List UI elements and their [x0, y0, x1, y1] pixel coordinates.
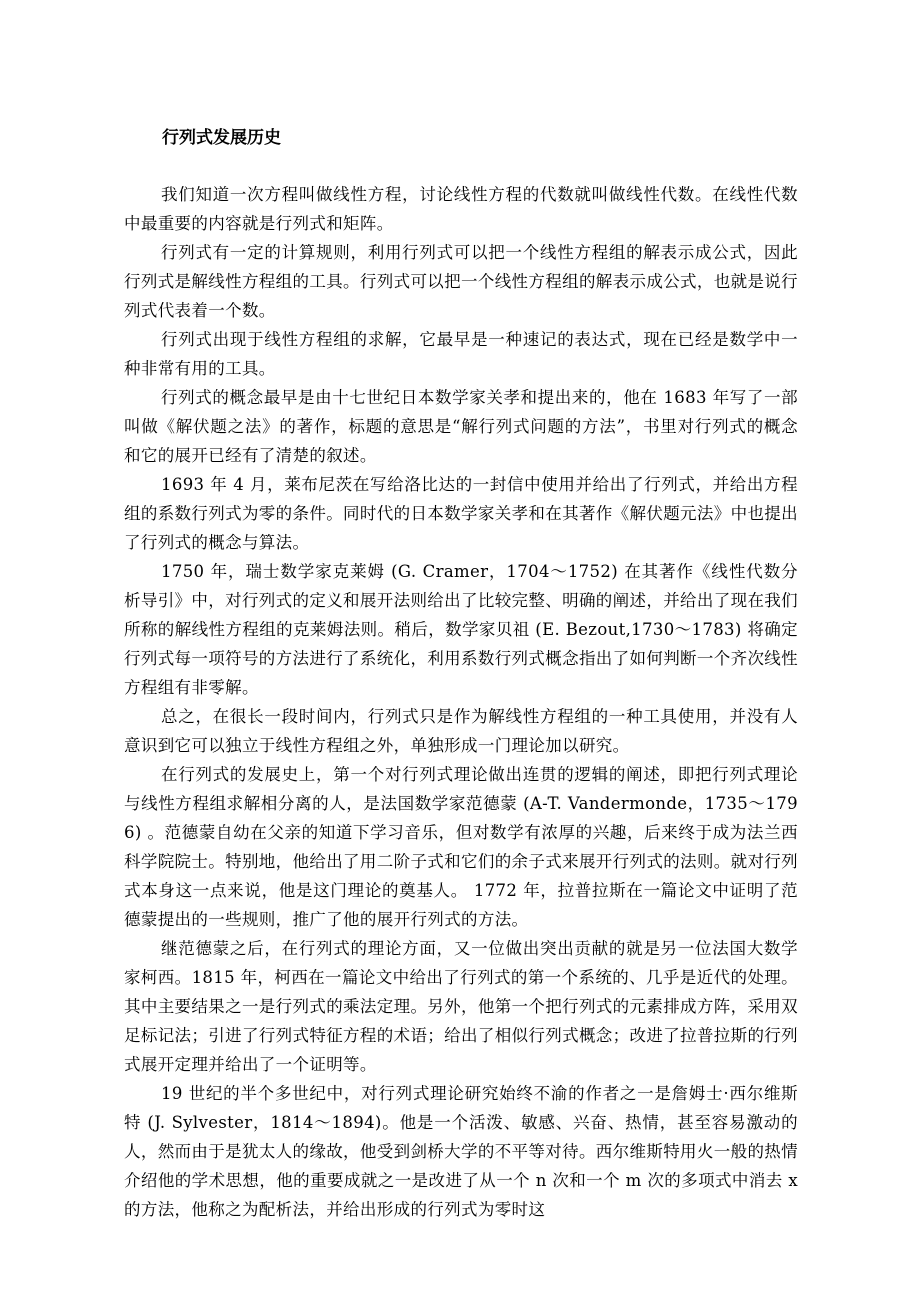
paragraph: 行列式有一定的计算规则，利用行列式可以把一个线性方程组的解表示成公式，因此行列式是解线性方程组的工具。行列式可以把一个线性方程组的解表示成公式，也就是说行列式代表着一个数。	[124, 243, 798, 320]
paragraph: 我们知道一次方程叫做线性方程，讨论线性方程的代数就叫做线性代数。在线性代数中最重要的内容就是行列式和矩阵。	[124, 185, 798, 233]
paragraph: 行列式出现于线性方程组的求解，它最早是一种速记的表达式，现在已经是数学中一种非常有用的工具。	[124, 330, 798, 378]
paragraph: 1693 年 4 月，莱布尼茨在写给洛比达的一封信中使用并给出了行列式，并给出方程组的系数行列式为零的条件。同时代的日本数学家关孝和在其著作《解伏题元法》中也提出了行列式的概念与算法。	[124, 475, 798, 552]
paragraph: 1750 年，瑞士数学家克莱姆 (G. Cramer，1704～1752) 在其著作《线性代数分析导引》中，对行列式的定义和展开法则给出了比较完整、明确的阐述，并给出了现在我们所称的解线性方程组的克莱姆法则。稍后，数学家贝祖 (E. Bezout,1730～1783) 将确定行列式每一项符号的方法进行了系统化，利用系数行列式概念指出了如何判断一个齐次线性方程组有非零解。	[124, 562, 798, 697]
paragraph: 继范德蒙之后，在行列式的理论方面，又一位做出突出贡献的就是另一位法国大数学家柯西。1815 年，柯西在一篇论文中给出了行列式的第一个系统的、几乎是近代的处理。其中主要结果之一是行列式的乘法定理。另外，他第一个把行列式的元素排成方阵，采用双足标记法；引进了行列式特征方程的术语；给出了相似行列式概念；改进了拉普拉斯的行列式展开定理并给出了一个证明等。	[124, 939, 798, 1074]
paragraph: 19 世纪的半个多世纪中，对行列式理论研究始终不渝的作者之一是詹姆士·西尔维斯特 (J. Sylvester，1814～1894)。他是一个活泼、敏感、兴奋、热情，甚至容易激动的人，然而由于是犹太人的缘故，他受到剑桥大学的不平等对待。西尔维斯特用火一般的热情介绍他的学术思想，他的重要成就之一是改进了从一个 n 次和一个 m 次的多项式中消去 x 的方法，他称之为配析法，并给出形成的行列式为零时这	[124, 1084, 798, 1219]
paragraph: 在行列式的发展史上，第一个对行列式理论做出连贯的逻辑的阐述，即把行列式理论与线性方程组求解相分离的人，是法国数学家范德蒙 (A-T. Vandermonde，1735～1796) 。范德蒙自幼在父亲的知道下学习音乐，但对数学有浓厚的兴趣，后来终于成为法兰西科学院院士。特别地，他给出了用二阶子式和它们的余子式来展开行列式的法则。就对行列式本身这一点来说，他是这门理论的奠基人。 1772 年，拉普拉斯在一篇论文中证明了范德蒙提出的一些规则，推广了他的展开行列式的方法。	[124, 765, 798, 929]
document-body	[124, 180, 798, 1224]
paragraph: 总之，在很长一段时间内，行列式只是作为解线性方程组的一种工具使用，并没有人意识到它可以独立于线性方程组之外，单独形成一门理论加以研究。	[124, 707, 798, 755]
paragraph: 行列式的概念最早是由十七世纪日本数学家关孝和提出来的，他在 1683 年写了一部叫做《解伏题之法》的著作，标题的意思是“解行列式问题的方法”，书里对行列式的概念和它的展开已经有了清楚的叙述。	[124, 388, 798, 465]
document-title: 行列式发展历史	[162, 128, 281, 148]
